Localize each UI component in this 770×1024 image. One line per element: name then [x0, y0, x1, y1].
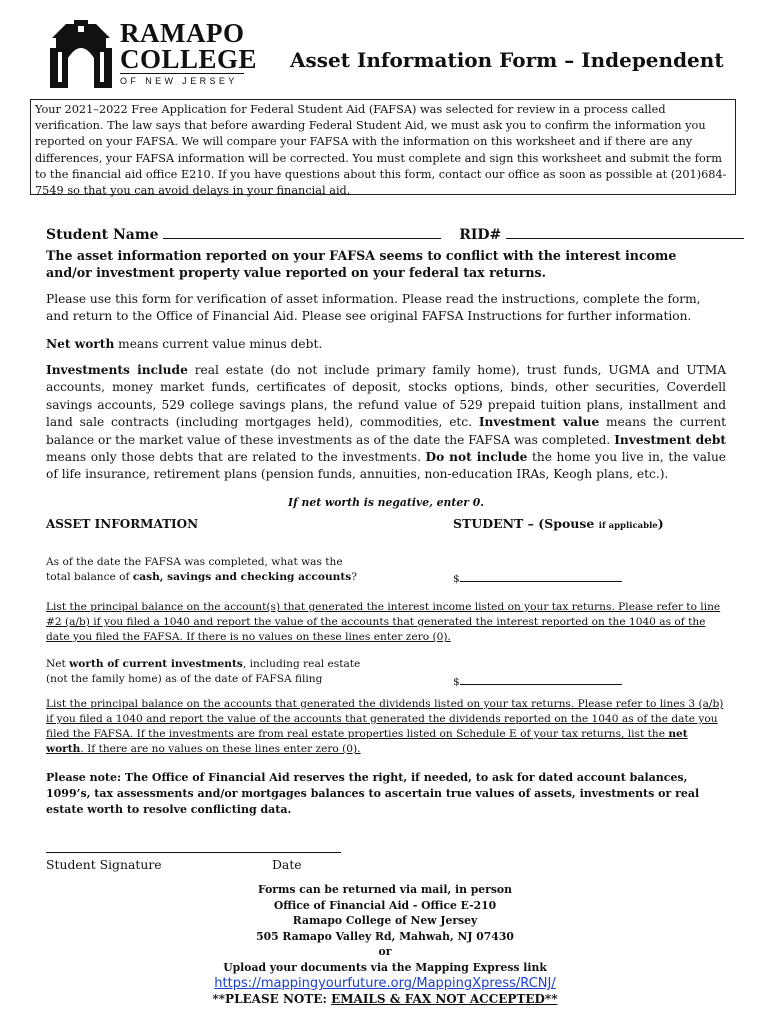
investments-term: Investments include [46, 363, 188, 377]
interest-instruction: List the principal balance on the account(s) that generated the interest income listed on your tax returns. Please refer to line #2 (a/b) if you filed a 1040 and report the value of the accounts that generated the interest reported on the 1040 as of the date you filed the FAFSA. If there is no values on these lines enter zero (0). [46, 601, 721, 643]
investment-value-term: Investment value [478, 415, 600, 430]
dividends-net-worth: net worth [46, 728, 688, 755]
cash-question-bold: cash, savings and checking accounts [132, 571, 352, 583]
investments-text-2: means the current balance or the market value of these investments as of the date the FAFSA was completed. [46, 415, 726, 447]
mapping-express-link-wrap [0, 972, 770, 991]
investments-definition [46, 362, 726, 484]
dividends-instruction [46, 697, 728, 757]
investments-question-text: Net [46, 658, 70, 670]
instructions-paragraph: Please use this form for verification of asset information. Please read the instructions, complete the form, and return to the Office of Financial Aid. Please see original FAFSA Instructions for further information. [46, 292, 701, 324]
return-line-6: Upload your documents via the Mapping Express link [223, 960, 547, 974]
archway-icon [44, 18, 118, 90]
cash-answer [453, 570, 622, 587]
negative-net-worth-note: If net worth is negative, enter 0. [288, 496, 484, 509]
rid-label: RID# [459, 227, 502, 243]
dollar-sign-2: $ [453, 676, 460, 688]
logo-line-2: COLLEGE [120, 44, 258, 74]
mapping-express-link[interactable]: https://mappingyourfuture.org/MappingXpress/RCNJ/ [214, 976, 556, 991]
student-header-end: ) [657, 516, 664, 531]
investments-amount-field[interactable] [460, 673, 622, 685]
investments-text-4: the home you live in, the value of life insurance, retirement plans (pension funds, annuities, non-education IRAs, Keogh plans, etc.). [46, 450, 727, 482]
logo-line-1: RAMAPO [120, 18, 245, 48]
cash-question [46, 555, 426, 585]
asset-information-header: ASSET INFORMATION [46, 517, 199, 531]
dividends-instruction-end: . If there are no values on these lines enter zero (0). [80, 743, 361, 755]
cash-question-line-1: As of the date the FAFSA was completed, what was the [46, 556, 343, 568]
conflict-statement: The asset information reported on your FAFSA seems to conflict with the interest income and/or investment property value reported on your federal tax returns. [46, 248, 677, 281]
page-title: Asset Information Form – Independent [290, 48, 724, 72]
cash-question-mark: ? [351, 571, 357, 583]
do-not-include-term: Do not include [425, 450, 528, 465]
date-label: Date [272, 857, 302, 872]
rid-field[interactable] [506, 224, 744, 239]
emails-fax-not-accepted: EMAILS & FAX NOT ACCEPTED** [331, 992, 558, 1006]
return-line-3: Ramapo College of New Jersey [292, 914, 478, 928]
logo-divider [120, 73, 244, 74]
investments-question [46, 657, 426, 687]
investments-question-line-2: (not the family home) as of the date of FAFSA filing [46, 673, 323, 685]
return-line-4: 505 Ramapo Valley Rd, Mahwah, NJ 07430 [256, 929, 514, 943]
logo-line-3: OF NEW JERSEY [120, 76, 238, 86]
student-info-line [46, 224, 744, 243]
dollar-sign: $ [453, 573, 460, 585]
please-note-prefix: **PLEASE NOTE: [212, 992, 332, 1006]
signature-label: Student Signature [46, 857, 162, 872]
student-column-header [453, 516, 664, 531]
investments-answer [453, 673, 622, 690]
cash-amount-field[interactable] [460, 570, 622, 582]
investments-text-3: means only those debts that are related to the investments. [46, 450, 426, 465]
return-line-1: Forms can be returned via mail, in person [258, 883, 512, 896]
intro-box: Your 2021–2022 Free Application for Federal Student Aid (FAFSA) was selected for review in a process called verification. The law says that before awarding Federal Student Aid, we must ask you to confirm the information you reported on your FAFSA. We will compare your FAFSA with the information on this worksheet and if there are any differences, your FAFSA information will be corrected. You must complete and sign this worksheet and submit the form to the financial aid office E210. If you have questions about this form, contact our office as soon as possible at (201)684-7549 so that you can avoid delays in your financial aid. [30, 99, 736, 195]
cash-question-text: total balance of [46, 571, 133, 583]
return-info [0, 882, 770, 976]
return-line-5: or [378, 945, 392, 959]
investment-debt-term: Investment debt [614, 432, 726, 447]
student-header-small: if applicable [598, 521, 658, 531]
net-worth-definition [46, 336, 726, 353]
dividends-instruction-text: List the principal balance on the accounts that generated the dividends listed on your tax returns. Please refer to lines 3 (a/b) if you filed a 1040 and report the value of the accounts that generated the dividends reported on the 1040 as of the date you filed the FAFSA. If the investments are from real estate properties listed on Schedule E of your tax returns, list the [46, 698, 724, 740]
return-line-2: Office of Financial Aid - Office E-210 [273, 898, 497, 912]
investments-text-1: real estate (do not include primary family home), trust funds, UGMA and UTMA accounts, money market funds, certificates of deposit, stocks options, binds, other securities, Coverdell savings accounts, 529 college savings plans, the refund value of 529 prepaid tuition plans, installment and land sale contracts (including mortgages held), commodities, etc. [46, 363, 727, 430]
investments-question-line-1 [46, 657, 426, 672]
investments-question-text-2: , including real estate [242, 658, 361, 670]
student-header-text: STUDENT – (Spouse [453, 516, 595, 531]
college-logo [44, 18, 258, 90]
net-worth-text: means current value minus debt. [114, 337, 323, 351]
no-email-fax-note [0, 992, 770, 1006]
student-name-field[interactable] [163, 224, 441, 239]
please-note-paragraph: Please note: The Office of Financial Aid reserves the right, if needed, to ask for dated account balances, 1099’s, tax assessments and/or mortgages balances to ascertain true values of assets, investments or real estate worth to resolve conflicting data. [46, 771, 700, 816]
student-name-label: Student Name [46, 227, 159, 243]
net-worth-term: Net worth [46, 337, 115, 351]
investments-question-bold: worth of current investments [69, 658, 243, 670]
cash-question-line-2 [46, 570, 426, 585]
signature-line[interactable] [46, 852, 341, 853]
